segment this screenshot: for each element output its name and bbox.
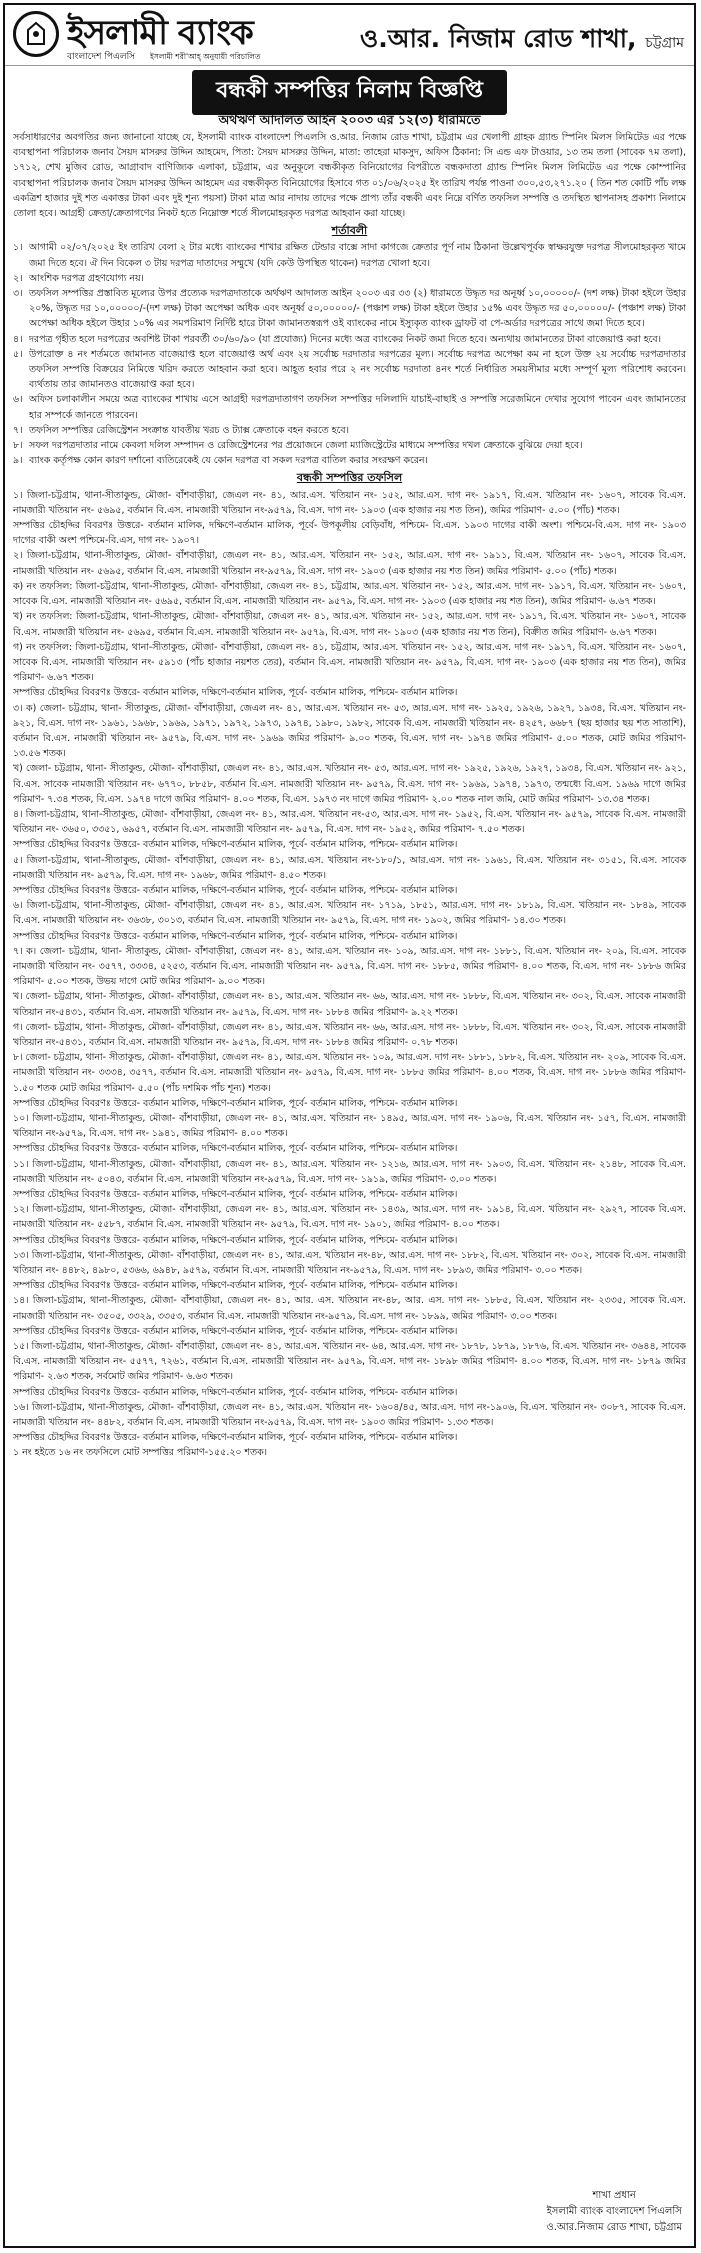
schedule-list xyxy=(13,488,686,1461)
schedule-item: ১১। জিলা-চট্টগ্রাম, থানা-সীতাকুন্ড, মৌজা- বাঁশবাড়ীয়া, জেএল নং- ৪১, আর.এস. খতিয়ান নং- ১২১৬, আর.এস. দাগ নং- ১৯০৩, বি.এস. খতিয়ান নং- ২১৪৮, সাবেক বি.এস. নামজারী খতিয়ান নং- ৫০৪৩, বর্তমান বি.এস. নামজারী খতিয়ান নং-৯৫৭৯, বি.এস. দাগ নং- ১৯১৯, জমির পরিমাণ- ৩.০০ শতক। xyxy=(13,1158,686,1185)
schedule-item: ৪। জিলা-চট্টগ্রাম, থানা-সীতাকুন্ড, মৌজা- বাঁশবাড়ীয়া, জেএল নং- ৪১, আর.এস. খতিয়ান নং-৫৩, আর.এস. দাগ নং- ১৯৫২, বি.এস. খতিয়ান নং- ৯৫৭৯, সাবেক বি.এস. নামজারী খতিয়ান নং- ৩৬৫০, ৩৩৫১, ৬৯৫৭, বর্তমান বি.এস. নামজারী খতিয়ান নং- ৯৫৭৯, বি.এস. দাগ নং- ১৯৫২, জমির পরিমাণ- ৭.৫০ শতক। xyxy=(13,808,686,836)
conditions-title: শর্তাবলী xyxy=(331,224,368,238)
schedule-item: সম্পত্তির চৌহদ্দির বিবরণঃ উত্তরে- বর্তমান মালিক, দক্ষিণে-বর্তমান মালিক, পূর্বে- বর্তমান মালিক, পশ্চিমে- বর্তমান মালিক। xyxy=(13,1097,458,1109)
condition-text: দরপত্র গৃহীত হলে দরপত্রের অবশিষ্ট টাকা পরবর্তী ৩০/৬০/৯০ (যা প্রযোজ্য) দিনের মধ্যে অত্র ব্যাংকের নিকট জমা দিতে হবে। অন্যথায় জামানতের টাকা বাজেয়াপ্ত করা হবে। xyxy=(29,333,661,345)
condition-number: ২। xyxy=(13,272,23,284)
schedule-item: সম্পত্তির চৌহদ্দির বিবরণঃ উত্তরে- বর্তমান মালিক, দক্ষিণে-বর্তমান মালিক, পূর্বে- বর্তমান মালিক, পশ্চিমে- বর্তমান মালিক। xyxy=(13,1189,458,1201)
schedule-item: ৭। ক। জেলা- চট্টগ্রাম, থানা- সীতাকুন্ড, মৌজা- বাঁশবাড়ীয়া, জেএল নং- ৪১, আর.এস. খতিয়ান নং- ১০৯, আর.এস. দাগ নং- ১৮৮১, বি.এস. খতিয়ান নং- ২০৯, বি.এস. সাবেক নামজারী খতিয়ান নং- ৩৫৭৭, ৩৩৩৪, ৫২৫৩, বর্তমান বি.এস. নামজারী খতিয়ান নং- ৯৫৭৯, বি.এস. দাগ নং- ১৮৮৫, জমির পরিমাণ- ৪.০০ শতক, বি.এস. দাগ নং- ১৮৮৬ জমির পরিমাণ- ৫.০০ শতক, উভয় দাগে মোট জমির পরিমাণ- ৯.০০ শতক। xyxy=(13,945,686,988)
signature-block xyxy=(546,2188,682,2236)
condition-item xyxy=(13,423,686,438)
bank-subtitle xyxy=(67,49,261,64)
notice-body xyxy=(5,128,694,1461)
condition-item xyxy=(13,332,686,347)
schedule-item: সম্পত্তির চৌহদ্দির বিবরণঃ উত্তরে- বর্তমান মালিক, দক্ষিণে-বর্তমান মালিক, পূর্বে- বর্তমান মালিক, পশ্চিমে- বর্তমান মালিক। xyxy=(13,1234,458,1246)
condition-number: ৯। xyxy=(13,455,23,467)
signature-branch: ও.আর.নিজাম রোড শাখা, চট্টগ্রাম xyxy=(546,2222,682,2233)
signature-org: ইসলামী ব্যাংক বাংলাদেশ পিএলসি xyxy=(546,2206,682,2217)
schedule-item: সম্পত্তির চৌহদ্দির বিবরণঃ উত্তরে- বর্তমান মালিক, দক্ষিণে-বর্তমান মালিক, পূর্বে- বর্তমান মালিক, পশ্চিমে- বর্তমান মালিক। xyxy=(13,1432,458,1444)
condition-text: আগামী ০২/০৭/২০২৫ ইং তারিখ বেলা ২ টার মধ্যে ব্যাংকের শাখার রক্ষিত টেন্ডার বাক্সে সাদা কাগজে ক্রেতার পূর্ণ নাম ঠিকানা উল্লেখপূর্বক স্বাক্ষরযুক্ত দরপত্র সীলমোহরকৃত খামে জমা দিতে হবে। ঐ দিন বিকেল ৩ টায় দরপত্র দাতাদের সম্মুখে (যদি কেউ উপস্থিত থাকেন) দরপত্র খোলা হবে। xyxy=(29,242,686,269)
condition-item xyxy=(13,286,686,332)
notice-frame xyxy=(3,3,696,2248)
schedule-item: ১ নং হইতে ১৬ নং তফসিলে মোট সম্পত্তির পরিমাণ-১৫৫.২০ শতক। xyxy=(13,1447,267,1459)
condition-text: তফসিল সম্পত্তির রেজিস্ট্রেশন সংক্রান্ত যাবতীয় খরচ ও ট্যাক্স ক্রেতাকে বহন করতে হবে। xyxy=(29,424,349,436)
schedule-item: খ) জেলা- চট্টগ্রাম, থানা- সীতাকুন্ড, মৌজা- বাঁশবাড়ীয়া, জেএল নং- ৪১, আর.এস. খতিয়ান নং- ৫৩, আর.এস. দাগ নং- ১৯২৫, ১৯২৬, ১৯২৭, ১৯৩৪, বি.এস. খতিয়ান নং- ৯২১, বি.এস. সাবেক নামজারী খতিয়ান নং- ৬৭৭০, ৮৮৫৮, বর্তমান বি.এস. নামজারী খতিয়ান নং- ৯৫৭৯, বি.এস. দাগ নং- ১৯৬৯, ১৯৭৪, ১৯৭৩, তন্মধ্যে বি.এস. ১৯৬৯ দাগে জমির পরিমাণ- ৭.৩৪ শতক, বি.এস. ১৯৭৪ দাগে জমির পরিমাণ- ৪.০০ শতক, বি.এস. ১৯৭৩ নং দাগে জমির পরিমাণ- ২.০০ শতক নাল জমি, মোট জমির পরিমাণ- ১৩.৩৪ শতক। xyxy=(13,763,686,805)
schedule-item: ১৫। জিলা-চট্টগ্রাম, থানা-সীতাকুন্ড, মৌজা- বাঁশবাড়ীয়া, জেএল নং- ৪১, আর.এস. খতিয়ান নং- ৬৪, আর.এস. দাগ নং- ১৮৭৮, ১৮৭৯, ১৮৭৬, বি.এস. খতিয়ান নং- ৩৬৪৪, সাবেক বি.এস. নামজারী খতিয়ান নং- ৫৫৭৭, ৭২৬১, বর্তমান বি.এস. নামজারী খতিয়ান নং- ৯৫৭৯, বি.এস. দাগ নং- ১৮৯৮ জমির পরিমাণ- ৪.০০ শতক, বি.এস. দাগ নং- ১৮৭৯ জমির পরিমাণ- ২.৬৩ শতক, সর্বমোট জমির পরিমাণ- ৬.৬৩ শতক। xyxy=(13,1341,686,1383)
condition-text: আংশিক দরপত্র গ্রহণযোগ্য নয়। xyxy=(29,272,144,284)
notice-title: বন্ধকী সম্পত্তির নিলাম বিজ্ঞপ্তি xyxy=(192,70,507,115)
branch-city: চট্টগ্রাম xyxy=(645,35,684,51)
title-wrap xyxy=(5,66,694,110)
condition-text: ব্যাংক কর্তৃপক্ষ কোন কারণ দর্শানো ব্যতিরেকেই যে কোন দরপত্র বা সকল দরপত্র বাতিল করার সংরক্ষণ করেন। xyxy=(29,455,428,467)
schedule-item: ২। জিলা-চট্টগ্রাম, থানা-সীতাকুন্ড, মৌজা- বাঁশবাড়ীয়া, জেএল নং- ৪১, আর.এস. খতিয়ান নং- ১৫২, আর.এস. দাগ নং- ১৯১১, বি.এস. খতিয়ান নং- ১৬০৭, সাবেক বি.এস. নামজারী খতিয়ান নং- ৫৬৯৫, বর্তমান বি.এস. নামজারী খতিয়ান নং-৯৫৭৯, বি.এস. দাগ নং- ১৯০৩ (এক হাজার নয় শত তিন) জমির পরিমাণ- ৫.০০ (পাঁচ) শতক। xyxy=(13,550,686,577)
schedule-item: খ। জেলা- চট্টগ্রাম, থানা- সীতাকুন্ড, মৌজা- বাঁশবাড়ীয়া, জেএল নং- ৪১, আর.এস. খতিয়ান নং- ৬৬, আর.এস. দাগ নং- ১৮৮৮, বি.এস. খতিয়ান নং- ৩০২, বি.এস. সাবেক নামজারী খতিয়ান নং-৫৪৩১, বর্তমান বি.এস. নামজারী খতিয়ান নং- ৯৫৭৯, বি.এস. দাগ নং- ১৮৮৪ জমির পরিমাণ- ৯.২২ শতক। xyxy=(13,991,686,1018)
condition-text: অফিস চলাকালীন সময়ে অত্র ব্যাংকের শাখায় এসে আগ্রহী দরপত্রদাতাগণ তফসিল সম্পত্তির দলিলাদি যাচাই-বাছাই ও সম্পত্তি সরেজমিনে দেখার সুযোগ পাবেন এবং জামানতের হার সম্পর্কে জানতে পারবেন। xyxy=(29,394,686,421)
bank-name: ইসলামী ব্যাংক xyxy=(67,13,253,53)
schedule-item: ১২। জিলা-চট্টগ্রাম, থানা-সীতাকুন্ড, মৌজা- বাঁশবাড়ীয়া, জেএল নং- ৪১, আর.এস. খতিয়ান নং- ১৪৩৯, আর.এস. দাগ নং- ১৯১৪, বি.এস. খতিয়ান নং- ২৯২৭, সাবেক বি.এস. নামজারী খতিয়ান নং- ৫৫৮৭, বর্তমান বি.এস. নামজারী খতিয়ান নং- ৯৫৭৯, বি.এস. দাগ নং- ১৯০১, জমির পরিমাণ- ৪.০০ শতক। xyxy=(13,1204,686,1231)
schedule-item: ৮। জেলা- চট্টগ্রাম, থানা- সীতাকুন্ড, মৌজা- বাঁশবাড়ীয়া, জেএল নং- ৪১, আর.এস. খতিয়ান নং- ১০৯, আর.এস. দাগ নং- ১৮৮১, ১৮৮২, বি.এস. খতিয়ান নং- ২০৯, সাবেক বি.এস. নামজারী খতিয়ান নং- ৩৩৩৪, ৩৫৭৭, বর্তমান বি.এস. নামজারী খতিয়ান নং- ৯৫৭৯, বি.এস. দাগ নং- ১৮৮৫ জমির পরিমাণ- ৪.০০ শতক, বি.এস. দাগ নং- ১৮৮৬ জমির পরিমাণ- ১.৫০ শতক মোট জমির পরিমাণ- ৫.৫০ (পাঁচ দশমিক পাঁচ শূন্য) শতক। xyxy=(13,1052,686,1094)
schedule-item: গ। জেলা- চট্টগ্রাম, থানা- সীতাকুন্ড, মৌজা- বাঁশবাড়ীয়া, জেএল নং- ৪১, আর.এস. খতিয়ান নং- ৬৬, আর.এস. দাগ নং- ১৮৮৮, বি.এস. খতিয়ান নং- ৩০২, বি.এস. সাবেক নামজারী খতিয়ান নং-৫৪৩১, বর্তমান বি.এস. নামজারী খতিয়ান নং- ৯৫৭৯, বি.এস. দাগ নং- ১৮৮৪ জমির পরিমাণ- ০.৭৮ শতক। xyxy=(13,1021,686,1048)
condition-text: সফল দরপত্রদাতার নামে কেবলা দলিল সম্পাদন ও রেজিস্ট্রেশনের পর প্রয়োজনে জেলা ম্যাজিস্ট্রেটের মাধ্যমে সম্পত্তির দখল ক্রেতাকে বুঝিয়ে দেয়া হবে। xyxy=(29,440,583,452)
schedule-item: সম্পত্তির চৌহদ্দির বিবরণঃ উত্তরে- বর্তমান মালিক, দক্ষিণে-বর্তমান মালিক, পূর্বে- বর্তমান মালিক, পশ্চিমে- বর্তমান মালিক। xyxy=(13,884,458,896)
bank-logo-icon xyxy=(13,11,59,57)
condition-item xyxy=(13,453,686,468)
bank-sub-label: বাংলাদেশ পিএলসি xyxy=(67,52,136,62)
condition-number: ৭। xyxy=(13,424,23,436)
signature-role: শাখা প্রধান xyxy=(592,2190,636,2201)
schedule-item: ১। জিলা-চট্টগ্রাম, থানা-সীতাকুন্ড, মৌজা- বাঁশবাড়ীয়া, জেএল নং- ৪১, আর.এস. খতিয়ান নং- ১৫২, আর.এস. দাগ নং- ১৯১৭, বি.এস. খতিয়ান নং- ১৬০৭, সাবেক বি.এস. নামজারী খতিয়ান নং- ৫৬৯৫, বর্তমান বি.এস. নামজারী খতিয়ান নং-৯৫৭৯, বি.এস. দাগ নং- ১৯০৩ (এক হাজার নয় শত তিন), জমির পরিমাণ- ৫.০০ (পাঁচ) শতক। xyxy=(13,489,686,516)
condition-number: ৪। xyxy=(13,333,23,345)
condition-number: ১। xyxy=(13,242,23,254)
condition-item xyxy=(13,347,686,393)
schedule-item: ১৬। জিলা-চট্টগ্রাম, থানা-সীতাকুন্ড, মৌজা- বাঁশবাড়ীয়া, জেএল নং- ৪১, আর.এস. খতিয়ান নং- ১৬০৪/৪৫, আর.এস. দাগ নং-১৯০৬, বি.এস. খতিয়ান নং- ৩০৮৭, সাবেক বি.এস. নামজারী খতিয়ান নং- ৪৪৮২, বর্তমান বি.এস. নামজারী খতিয়ান নং-৯৫৭৯, বি.এস. দাগ নং- ১৯০৩ জমির পরিমাণ- ১.৩৩ শতক। xyxy=(13,1401,686,1429)
schedule-item: সম্পত্তির চৌহদ্দির বিবরণঃ উত্তরে- বর্তমান মালিক, দক্ষিণে-বর্তমান মালিক, পূর্বে- বর্তমান মালিক, পশ্চিমে- বর্তমান মালিক। xyxy=(13,1280,458,1292)
schedule-item: সম্পত্তির চৌহদ্দির বিবরণঃ উত্তরে- বর্তমান মালিক, দক্ষিণে-বর্তমান মালিক, পূর্বে- বর্তমান মালিক, পশ্চিমে- বর্তমান মালিক। xyxy=(13,1386,458,1398)
condition-item xyxy=(13,271,686,286)
condition-text: তফসিল সম্পত্তির প্রস্তাবিত মূল্যের উপর প্রত্যেক দরপত্রদাতাকে অর্থঋণ আদালত আইন ২০০৩ এর ৩৩ (২) ধারামতে উদ্ধৃত দর অনূর্ধ্ব ১০,০০০০০/- (দশ লক্ষ) টাকা হইলে উহার ২০%, উদ্ধৃত দর ১০,০০০০০/-(দশ লক্ষ) টাকা অপেক্ষা অধিক এবং অনূর্ধ্ব ৫০,০০০০০/- (পঞ্চাশ লক্ষ) টাকা হইলে উহার ১৫% এবং উদ্ধৃত দর ৫০,০০০০০/- (পঞ্চাশ লক্ষ) টাকা অপেক্ষা অধিক হইলে উহার ১০% এর সমপরিমাণ নির্দিষ্ট হারে টাকা জামানতস্বরূপ ওই ব্যাংকের নামে ইস্যুকৃত ব্যাংক ড্রাফট বা পে-অর্ডার দরপত্রের সাথে জমা দিতে হবে। xyxy=(29,288,686,330)
schedule-title: বন্ধকী সম্পত্তির তফসিল xyxy=(296,471,403,485)
schedule-item: সম্পত্তির চৌহদ্দির বিবরণঃ উত্তরে- বর্তমান মালিক, দক্ষিণে-বর্তমান মালিক, পূর্বে- বর্তমান মালিক, পশ্চিমে- বর্তমান মালিক। xyxy=(13,839,458,851)
branch-name xyxy=(360,19,684,62)
condition-number: ৫। xyxy=(13,348,23,360)
schedule-item: ১০। জিলা-চট্টগ্রাম, থানা-সীতাকুন্ড, মৌজা- বাঁশবাড়ীয়া, জেএল নং- ৪১, আর.এস. খতিয়ান নং- ১৪৯৫, আর.এস. দাগ নং- ১৯০৬, বি.এস. খতিয়ান নং- ১৫৭, বি.এস. নামজারী খতিয়ান নং-৯৫৭৯, বি.এস. দাগ নং- ১৯৪১, জমির পরিমাণ- ৪.০০ শতক। xyxy=(13,1113,686,1140)
bank-tagline: ইসলামী শরী'আহ্ অনুযায়ী পরিচালিত xyxy=(149,52,261,61)
schedule-item: সম্পত্তির চৌহদ্দির বিবরণঃ উত্তরে- বর্তমান মালিক, দক্ষিণে-বর্তমান মালিক, পূর্বে- উপকূলীয় বেড়িবাঁধ, পশ্চিমে- বি.এস. ১৯০৩ দাগের বাকী অংশ। পশ্চিমে-বি.এস. দাগ নং- ১৯০৩ দাগের বাকী অংশ পশ্চিমে-বি.এস, দাগ নং- ১৯০৭। xyxy=(13,520,686,547)
schedule-item: ক) নং তফসিল: জিলা-চট্টগ্রাম, থানা-সীতাকুন্ড, মৌজা- বাঁশবাড়ীয়া, জেএল নং- ৪১, চট্টগ্রাম, আর.এস. খতিয়ান নং- ১৫২, আর.এস. দাগ নং- ১৯১৭, বি.এস. খতিয়ান নং- ১৬০৭, সাবেক বি.এস. নামজারী খতিয়ান নং- ৫৬৯৫, বর্তমান বি.এস. নামজারী খতিয়ান নং- ৯৫৭৯, বি.এস. দাগ নং- ১৯০৩ (এক হাজার নয় শত তিন), জমির পরিমাণ- ৬.৬৭ শতক। xyxy=(13,580,686,608)
header xyxy=(5,5,694,66)
schedule-item: ৩। ক) জেলা- চট্টগ্রাম, থানা- সীতাকুন্ড, মৌজা- বাঁশবাড়ীয়া, জেএল নং- ৪১, আর.এস. খতিয়ান নং- ৫৩, আর.এস. দাগ নং- ১৯২৫, ১৯২৬, ১৯২৭, ১৯৩৪, বি.এস. খতিয়ান নং- ৯২১, বি.এস. দাগ নং- ১৯৬১, ১৯৬৮, ১৯৬৯, ১৯৭১, ১৯৭২, ১৯৭৩, ১৯৭৪, ১৯৮০, ১৯৮২, সাবেক বি.এস. নামজারী খতিয়ান নং- ৪২৫৭, ৬৬৮৭ (ছয় হাজার ছয় শত সাতাশি), বর্তমান বি.এস. নামজারী খতিয়ান নং- ৯৫৭৯, বি.এস. দাগ নং- ১৯৬৯ জমির পরিমাণ- ৯.০০ শতক, বি.এস. দাগ নং- ১৯৭৪ জমির পরিমাণ- ৫.০০ শতক, মোট জমির পরিমাণ- ১৩.৫৬ শতক। xyxy=(13,702,686,760)
schedule-item: সম্পত্তির চৌহদ্দির বিবরণঃ উত্তরে- বর্তমান মালিক, দক্ষিণে-বর্তমান মালিক, পূর্বে- বর্তমান মালিক, পশ্চিমে- বর্তমান মালিক। xyxy=(13,687,458,699)
condition-number: ৩। xyxy=(13,288,23,300)
schedule-item: ১৪। জিলা-চট্টগ্রাম, থানা-সীতাকুন্ড, মৌজা- বাঁশবাড়ীয়া, জেএল নং- ৪১, আর. এস. খতিয়ান নং-৪৮, আর. এস. দাগ নং- ১৮৮৫, বি.এস. খতিয়ান নং- ২৩৩৫, সাবেক বি.এস. নামজারী খতিয়ান নং- ৩৫০৫, ৩৩২৯, ৩৩৫৩, বর্তমান বি.এস. নামজারী খতিয়ান নং-৯৫৭৯, বি.এস. দাগ নং- ১৮৯৯, জমির পরিমাণ- ৩.০০ শতক। xyxy=(13,1295,686,1322)
law-reference: অর্থঋণ আদালত আইন ২০০৩ এর ১২(৩) ধারামতে xyxy=(218,112,481,127)
schedule-item: ১৩। জিলা-চট্টগ্রাম, থানা-সীতাকুন্ড, মৌজা- বাঁশবাড়ীয়া, জেএল নং- ৪১, আর.এস. খতিয়ান নং-৪৮, আর.এস. দাগ নং- ১৮৮২, বি.এস. খতিয়ান নং- ৩০২, সাবেক বি.এস. নামজারী খতিয়ান নং- ৪৪৮২, ৪৯৮০, ৫৩৬৬, ৬৯৪৮, ৯৫৭৯, বর্তমান বি.এস. নামজারী খতিয়ান নং-৯৫৭৯, বি.এস. দাগ নং- ১৮৯৩, জমির পরিমাণ- ৩.০০ শতক। xyxy=(13,1249,686,1277)
condition-text: উপরোক্ত ৪ নং শর্তমতে জামানত বাজেয়াপ্ত হলে বাজেয়াপ্ত অর্থ এবং ২য় সর্বোচ্চ দরদাতার দরপত্রের মূল্য। সর্বোচ্চ দরপত্র অপেক্ষা কম না হলে উক্ত ২য় সর্বোচ্চ দরপত্রদাতার তফসিল সম্পত্তি বিক্রয়ের নিমিত্তে খরিদ করতে আহবান করা হবে। আহূত হবার পরে ২ নং সর্বোচ্চ দরদাতা ৪নং শর্তে নির্ধারিত সময়সীমার মধ্যে সম্পূর্ণ মূল্য পরিশোধ করবেন। ব্যর্থতায় তার জামানতও বাজেয়াপ্ত করা হবে। xyxy=(29,348,686,391)
schedule-item: গ) নং তফসিল: জিলা-চট্টগ্রাম, থানা-সীতাকুন্ড, মৌজা- বাঁশবাড়ীয়া, জেএল নং- ৪১, চট্টগ্রাম, আর.এস. খতিয়ান নং- ১৫২, আর.এস. দাগ নং- ১৯১৭, বি.এস. খতিয়ান নং- ১৬০৭, সাবেক বি.এস. নামজারী খতিয়ান নং- ৫৯১৩ (পাঁচ হাজার নয়শত তের), বর্তমান বি.এস. নামজারী খতিয়ান নং- ৯৫৭৯, বি.এস. দাগ নং- ১৯০৩ (এক হাজার নয় শত তিন), জমির পরিমাণ- ৬.৬৭ শতক। xyxy=(13,641,686,684)
condition-number: ৮। xyxy=(13,440,23,452)
schedule-item: সম্পত্তির চৌহদ্দির বিবরণঃ উত্তরে- বর্তমান মালিক, দক্ষিণে-বর্তমান মালিক, পূর্বে- বর্তমান মালিক, পশ্চিমে- বর্তমান মালিক। xyxy=(13,1143,458,1155)
schedule-item: ৬। জিলা-চট্টগ্রাম, থানা-সীতাকুন্ড, মৌজা- বাঁশবাড়ীয়া, জেএল নং- ৪১, আর.এস. খতিয়ান নং- ১৭১৯, ১৮৫১, আর.এস. দাগ নং- ১৮১৯, বি.এস. খতিয়ান নং- ১৮৪৯, সাবেক বি.এস. নামজারী খতিয়ান নং- ৩৬৩৮, ৩০১৩, বর্তমান বি.এস. নামজারী খতিয়ান নং- ৯৫৭৯, বি.এস. দাগ নং- ১৯০২, জমির পরিমাণ- ১৪.৩০ শতক। xyxy=(13,900,686,927)
condition-item xyxy=(13,392,686,422)
condition-item xyxy=(13,240,686,270)
branch-label: ও.আর. নিজাম রোড শাখা, xyxy=(359,24,637,53)
conditions-list xyxy=(13,240,686,468)
schedule-item: সম্পত্তির চৌহদ্দির বিবরণঃ উত্তরে- বর্তমান মালিক, দক্ষিণে-বর্তমান মালিক, পূর্বে- বর্তমান মালিক, পশ্চিমে- বর্তমান মালিক। xyxy=(13,930,458,942)
condition-number: ৬। xyxy=(13,394,23,406)
schedule-item: ৫। জিলা-চট্টগ্রাম, থানা-সীতাকুন্ড, মৌজা- বাঁশবাড়ীয়া, জেএল নং- ৪১, আর.এস. খতিয়ান নং-১৮০/১, আর.এস. দাগ নং- ১৯৬১, বি.এস. খতিয়ান নং- ৩১৫১, বি.এস. সাবেক নামজারী খতিয়ান নং- ৯৫৭৯, বি.এস. দাগ নং- ১৯৬৮, জমির পরিমাণ- ৪.৫০ শতক। xyxy=(13,854,686,881)
condition-item xyxy=(13,438,686,453)
schedule-item: খ) নং তফসিল: জিলা-চট্টগ্রাম, থানা-সীতাকুন্ড, মৌজা- বাঁশবাড়ীয়া, জেএল নং- ৪১, আর.এস. খতিয়ান নং- ১৫২, আর.এস. দাগ নং- ১৯১৭, বি.এস. খতিয়ান নং- ১৬০৭, সাবেক বি.এস. নামজারী খতিয়ান নং- ৫৬৯৫, বর্তমান বি.এস. নামজারী খতিয়ান নং- ৯৫৭৯, বি.এস. দাগ নং- ১৯০৩ (এক হাজার নয় শত তিন), বিক্রীত জমির পরিমাণ- ৬.৬৭ শতক। xyxy=(13,611,686,638)
intro-paragraph: সর্বসাধারণের অবগতির জন্য জানানো যাচ্ছে যে, ইসলামী ব্যাংক বাংলাদেশ পিএলসি ও.আর. নিজাম রোড শাখা, চট্টগ্রাম এর খেলাপী গ্রাহক গ্র্যান্ড স্পিনিং মিলস লিমিটেড এর পক্ষে ব্যবস্থাপনা পরিচালক জনাব সৈয়দ মাসরুর উদ্দিন আহমেদ, পিতা: সৈয়দ মাসরুর উদ্দিন, মাতা: তাহেরা মাকসুদ, অফিস ঠিকানা: সি এন্ড এফ টাওয়ার, ১৩ তম তলা (সাবেক ৭ম তলা), ১৭১২, শেখ মুজিব রোড, আগ্রাবাদ বাণিজ্যিক এলাকা, চট্টগ্রাম, এর অনুকূলে বন্ধকীকৃত বিনিয়োগের বিপরীতে বন্ধকদাতা গ্র্যান্ড স্পিনিং মিলস লিমিটেড এর পক্ষে কোম্পানির ব্যবস্থাপনা পরিচালক জনাব সৈয়দ মাসরুর উদ্দিন আহমেদ এর বন্ধকীকৃত বিনিয়োগের হিসাবে গত ০১/০৬/২০২৫ ইং তারিখ পর্যন্ত পাওনা ৩০০,৫৩,২৭১.২০ ( তিন শত কোটি পাঁচ লক্ষ একত্রিশ হাজার দুই শত একাত্তর টাকা এবং দুই শূন্য পয়সা) টাকা মাত্র আর নাদায় তাদের পক্ষে প্রাপ্য তাঁর বন্ধকী এবং নিম্নে বর্ণিত তফসিল সম্পত্তি ও তদস্থিত স্থাপনাসহ প্রকাশ্য নিলামে তোলা হবে। আগ্রহী ক্রেতা/ক্রেতাগণের নিকট হতে নিম্নোক্ত শর্তে সীলমোহরকৃত দরপত্র আহবান করা যাচ্ছে। xyxy=(13,132,686,220)
schedule-item: সম্পত্তির চৌহদ্দির বিবরণঃ উত্তরে- বর্তমান মালিক, দক্ষিণে-বর্তমান মালিক, পূর্বে- বর্তমান মালিক, পশ্চিমে- বর্তমান মালিক। xyxy=(13,1325,458,1337)
